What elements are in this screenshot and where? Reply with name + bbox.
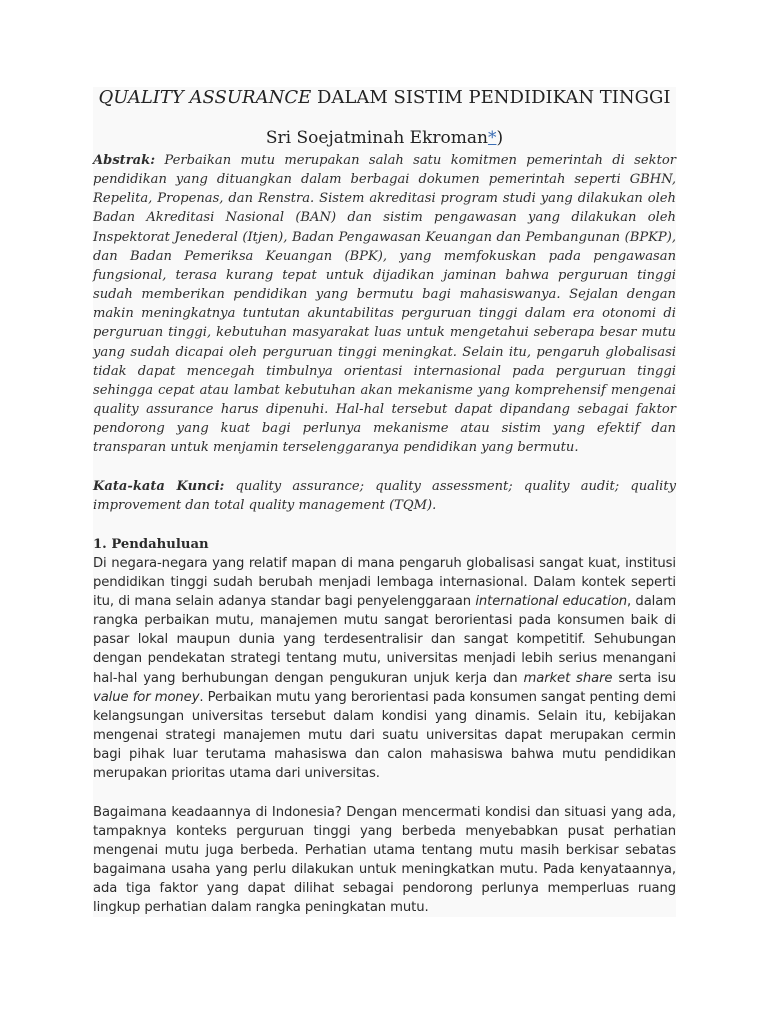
intro-paragraph-1 [93,554,676,783]
p1-term-value-for-money: value for money [93,689,200,705]
keywords-label: Kata-kata Kunci: [93,479,225,494]
section-heading: 1. Pendahuluan [93,537,209,552]
p1-text-d: . Perbaikan mutu yang berorientasi pada konsumen sangat penting demi kelangsungan universitas tersebut dalam kondisi yang dinamis. Selain itu, kebijakan mengenai strategi manajemen mutu dari suatu universitas dapat merupakan cermin bagi pihak luar terutama mahasiswa dan calon mahasiswa bahwa mutu pendidikan merupakan prioritas utama dari universitas. [93,689,676,782]
abstract [93,151,676,458]
p1-text-c: serta isu [612,670,677,686]
title-italic-part: QUALITY ASSURANCE [98,87,312,108]
author-line [93,128,676,149]
author-footnote-link[interactable]: * [487,128,497,148]
keywords [93,477,676,515]
p1-text-a: Di negara-negara yang relatif mapan di mana pengaruh globalisasi sangat kuat, institusi pendidikan tinggi sudah berubah menjadi lembaga internasional. Dalam kontek seperti itu, di mana selain adanya standar bagi penyelenggaraan [93,556,676,610]
intro-paragraph-2: Bagaimana keadaannya di Indonesia? Dengan mencermati kondisi dan situasi yang ada, tampaknya konteks perguruan tinggi yang berbeda menyebabkan pusat perhatian mengenai mutu juga berbeda. Perhatian utama tentang mutu masih berkisar sebatas bagaimana usaha yang perlu dilakukan untuk meningkatkan mutu. Pada kenyataannya, ada tiga faktor yang dapat dilihat sebagai pendorong perlunya memperluas ruang lingkup perhatian dalam rangka peningkatan mutu. [93,805,676,916]
abstract-label: Abstrak: [93,153,156,168]
p1-term-international-education: international education [475,594,628,610]
p1-term-market-share: market share [523,670,613,686]
abstract-text: Perbaikan mutu merupakan salah satu komitmen pemerintah di sektor pendidikan yang dituangkan dalam berbagai dokumen pemerintah seperti GBHN, Repelita, Propenas, dan Renstra. Sistem akreditasi program studi yang dilakukan oleh Badan Akreditasi Nasional (BAN) dan sistim pengawasan yang dilakukan oleh Inspektorat Jenederal (Itjen), Badan Pengawasan Keuangan dan Pembangunan (BPKP), dan Badan Pemeriksa Keuangan (BPK), yang memfokuskan pada pengawasan fungsional, terasa kurang tepat untuk dijadikan jaminan bahwa perguruan tinggi sudah memberikan pendidikan yang bermutu bagi mahasiswanya. Sejalan dengan makin meningkatnya tuntutan akuntabilitas perguruan tinggi dalam era otonomi di perguruan tinggi, kebutuhan masyarakat luas untuk mengetahui seberapa besar mutu yang sudah dicapai oleh perguruan tinggi meningkat. Selain itu, pengaruh globalisasi tidak dapat mencegah timbulnya orientasi internasional pada perguruan tinggi sehingga cepat atau lambat kebutuhan akan mekanisme yang komprehensif mengenai quality assurance harus dipenuhi. Hal-hal tersebut dapat dipandang sebagai faktor pendorong yang kuat bagi perlunya mekanisme atau sistim yang efektif dan transparan untuk menjamin terselenggaranya pendidikan yang bermutu. [93,153,676,456]
document-title [93,87,676,108]
author-name: Sri Soejatminah Ekroman [265,128,488,148]
p1-text-b: , dalam rangka perbaikan mutu, manajemen mutu sangat berorientasi pada konsumen baik di pasar lokal maupun dunia yang terdesentralisir dan sangat kompetitif. Sehubungan dengan pendekatan strategi tentang mutu, universitas menjadi lebih serius menangani hal-hal yang berhubungan dengan pengukuran unjuk kerja dan [93,594,676,686]
title-rest: DALAM SISTIM PENDIDIKAN TINGGI [311,87,671,108]
author-suffix: ) [496,128,504,148]
keywords-text: quality assurance; quality assessment; quality audit; quality improvement dan total quality management (TQM). [93,479,676,514]
